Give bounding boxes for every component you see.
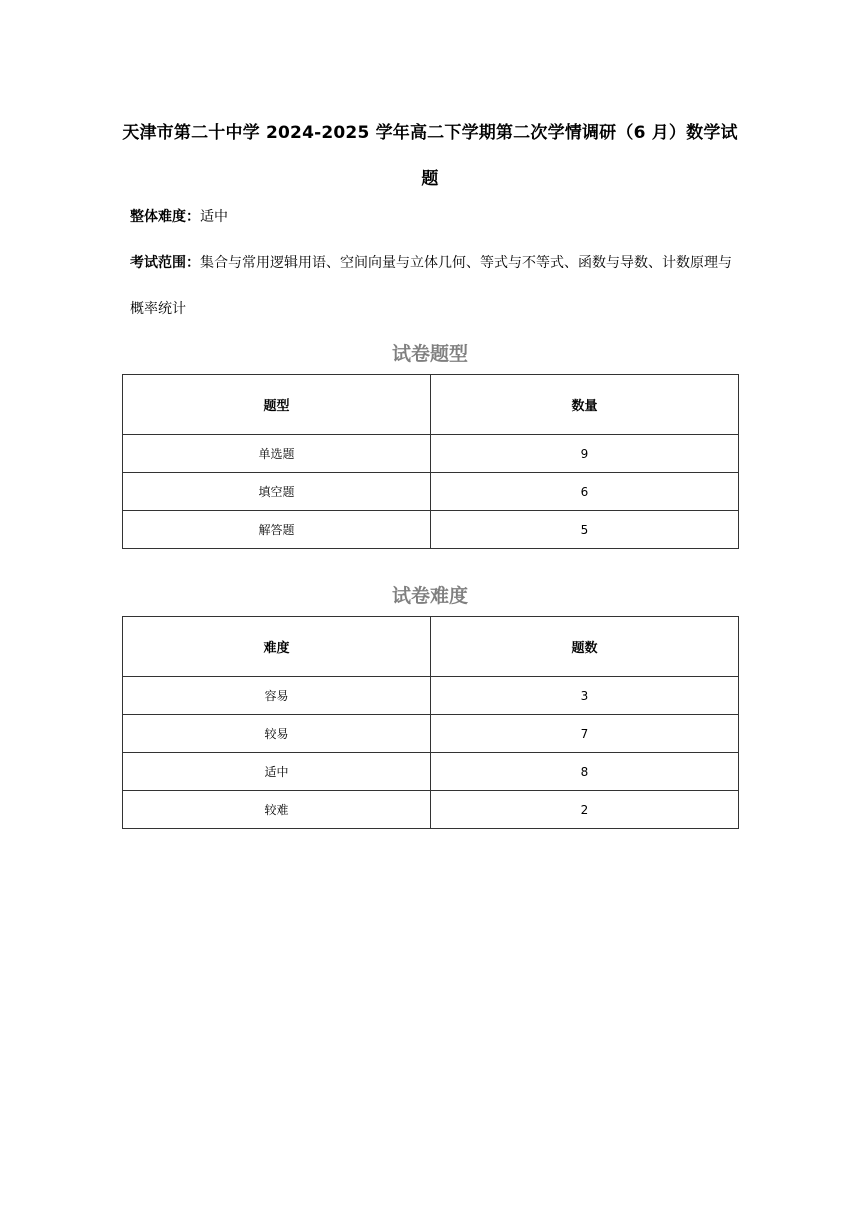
cell-difficulty-count: 3: [431, 677, 739, 715]
cell-difficulty-level: 较易: [123, 715, 431, 753]
table-row: [123, 677, 739, 715]
overall-difficulty-label: 整体难度：: [130, 209, 200, 225]
question-types-table: [122, 374, 739, 549]
table-row: [123, 473, 739, 511]
cell-question-count: 9: [431, 435, 739, 473]
exam-scope-line: [130, 240, 738, 332]
table-row: [123, 715, 739, 753]
cell-difficulty-count: 2: [431, 791, 739, 829]
cell-question-count: 6: [431, 473, 739, 511]
column-header-type: 题型: [123, 375, 431, 435]
document-title: 天津市第二十中学 2024-2025 学年高二下学期第二次学情调研（6 月）数学试题: [122, 123, 738, 189]
column-header-level: 难度: [123, 617, 431, 677]
table-row: [123, 511, 739, 549]
overall-difficulty-value: 适中: [200, 209, 228, 225]
table-header-row: [123, 617, 739, 677]
exam-scope-value: 集合与常用逻辑用语、空间向量与立体几何、等式与不等式、函数与导数、计数原理与概率统计: [130, 255, 732, 317]
cell-question-type: 填空题: [123, 473, 431, 511]
difficulty-table: [122, 616, 739, 829]
cell-question-count: 5: [431, 511, 739, 549]
table-header-row: [123, 375, 739, 435]
cell-difficulty-level: 容易: [123, 677, 431, 715]
overall-difficulty-line: [130, 194, 738, 240]
cell-difficulty-count: 8: [431, 753, 739, 791]
cell-difficulty-count: 7: [431, 715, 739, 753]
column-header-count: 数量: [431, 375, 739, 435]
cell-question-type: 解答题: [123, 511, 431, 549]
column-header-count: 题数: [431, 617, 739, 677]
difficulty-heading: 试卷难度: [391, 585, 468, 607]
exam-scope-label: 考试范围：: [130, 255, 200, 271]
question-types-heading: 试卷题型: [391, 343, 468, 365]
table-row: [123, 435, 739, 473]
cell-difficulty-level: 较难: [123, 791, 431, 829]
table-row: [123, 753, 739, 791]
table-row: [123, 791, 739, 829]
cell-question-type: 单选题: [123, 435, 431, 473]
cell-difficulty-level: 适中: [123, 753, 431, 791]
